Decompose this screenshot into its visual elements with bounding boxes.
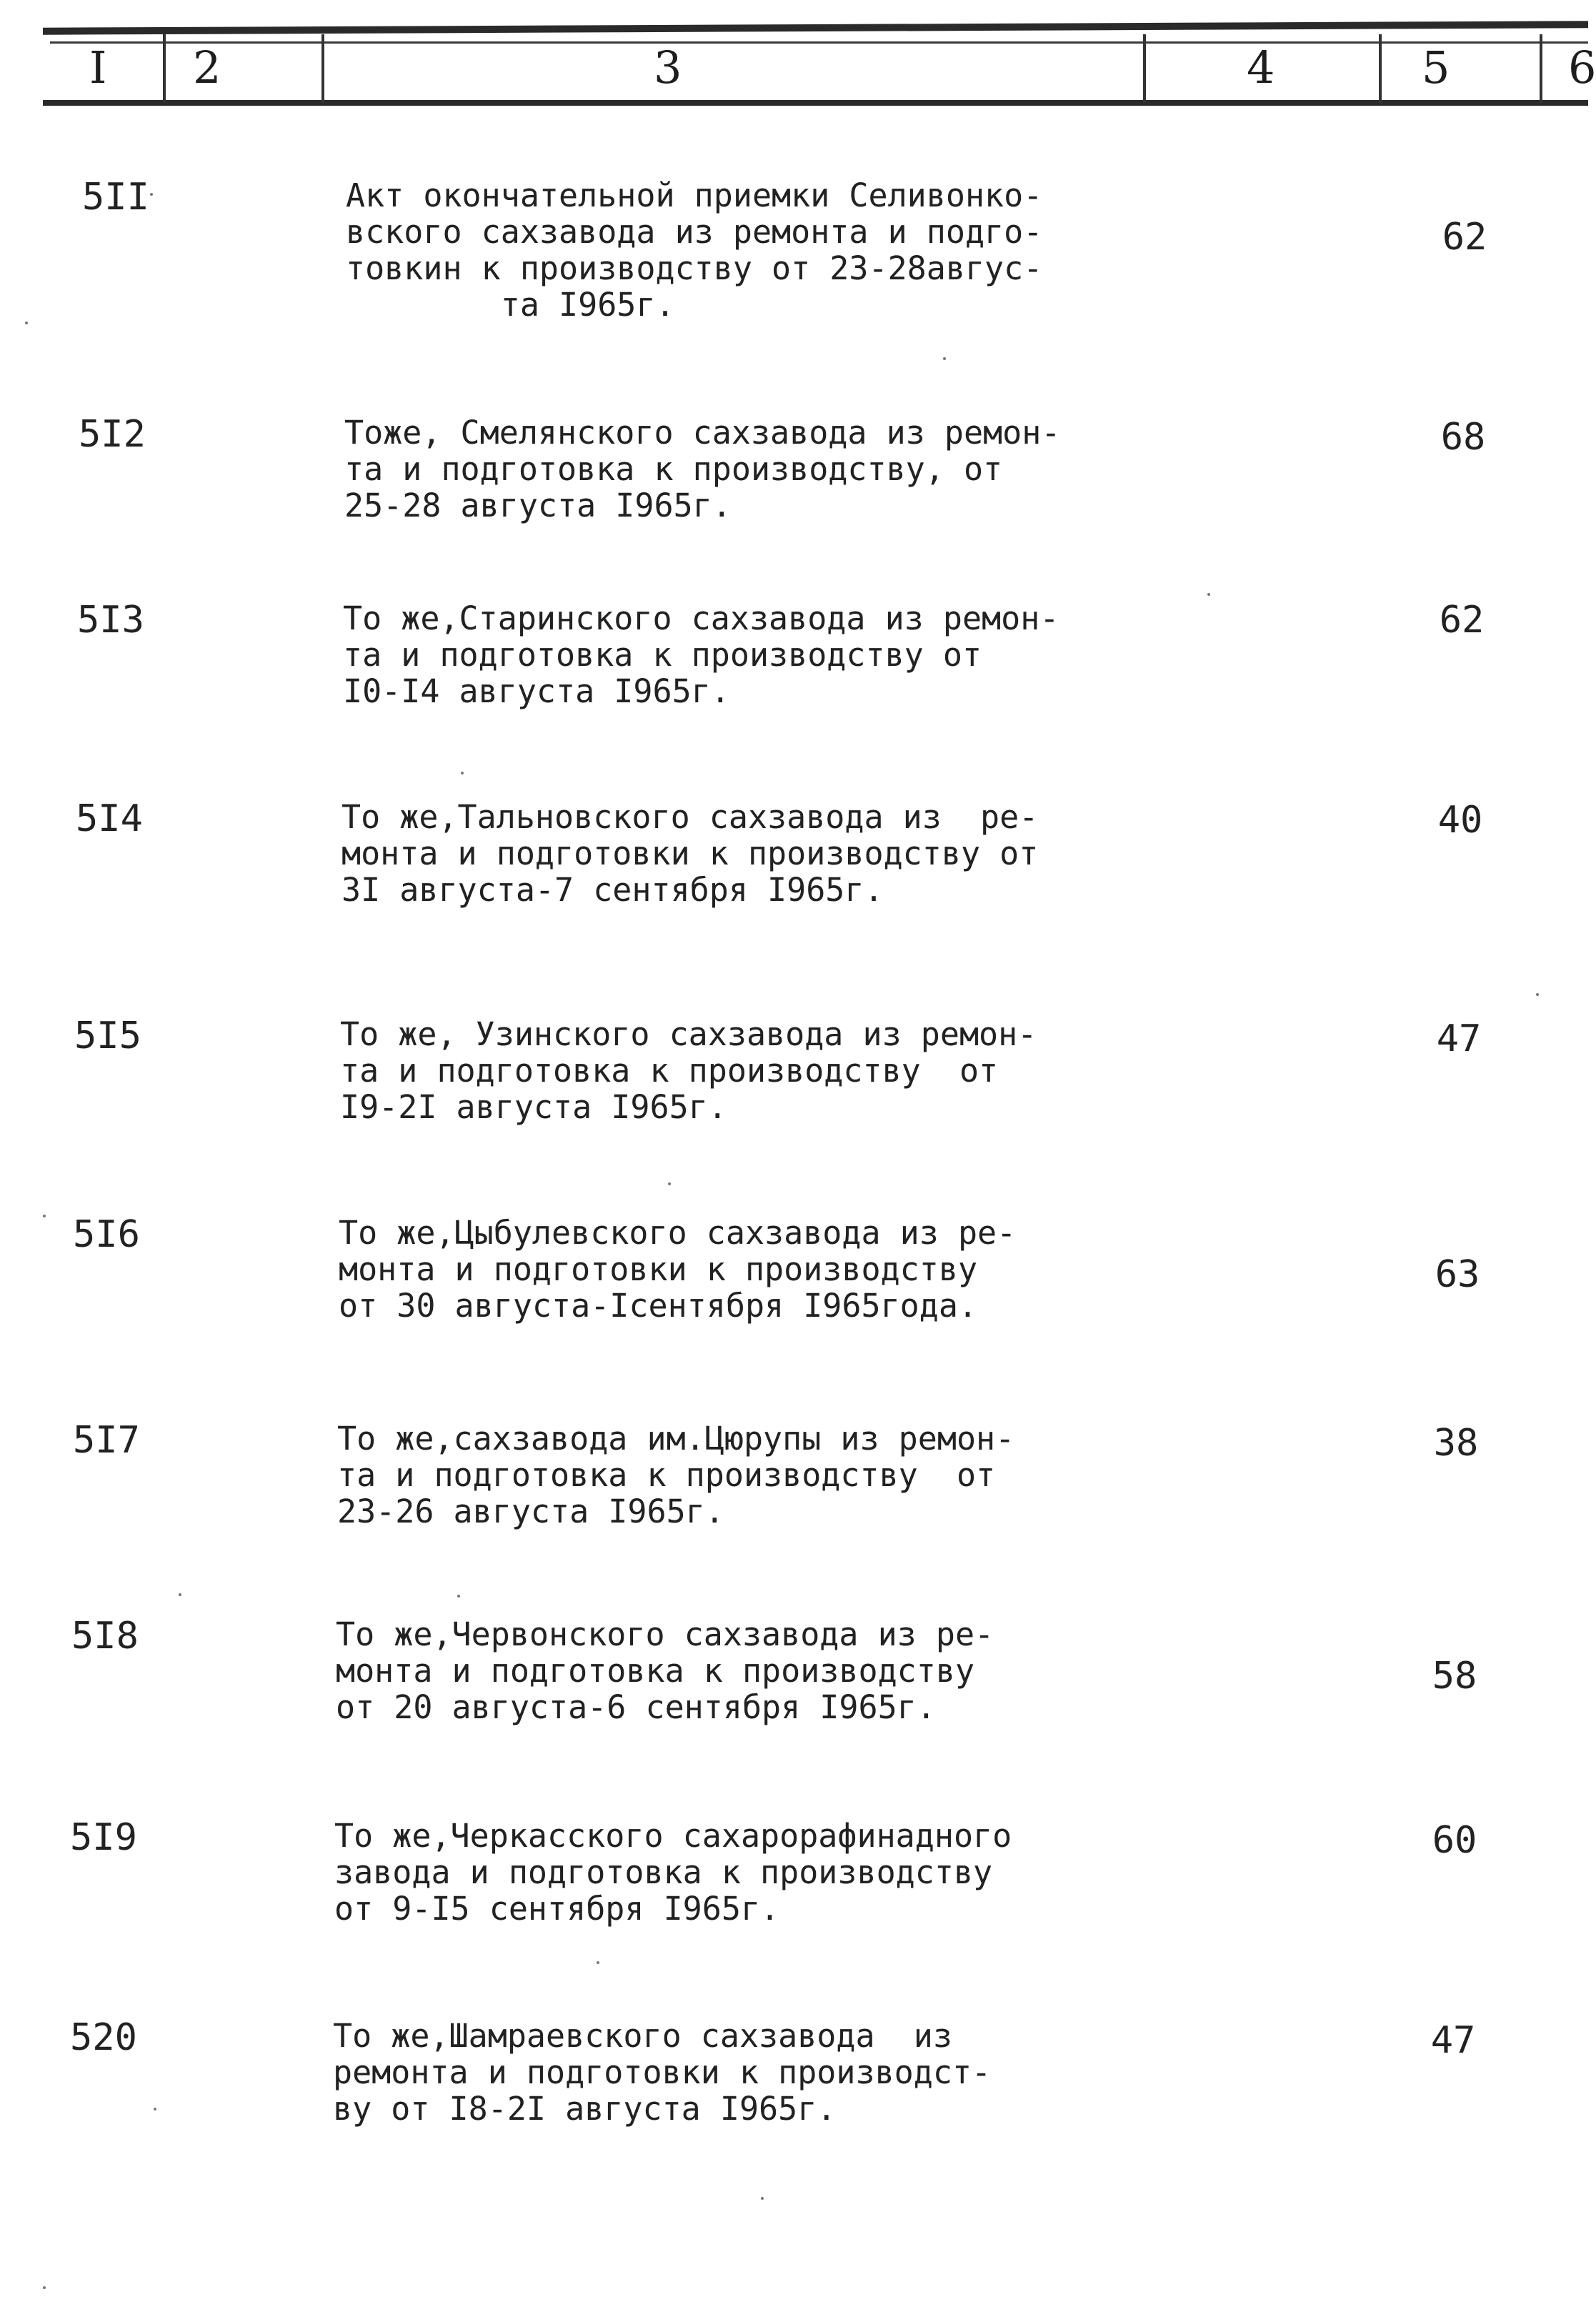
description-line: ремонта и подготовки к производст- xyxy=(333,2053,992,2091)
header-top-rule xyxy=(43,21,1588,34)
description-line: То же,Червонского сахзавода из ре- xyxy=(336,1615,994,1653)
description-line: То же,Старинского сахзавода из ремон- xyxy=(343,599,1059,637)
row-description xyxy=(341,799,1184,908)
table-header xyxy=(0,0,1596,114)
row-sheet-count: 47 xyxy=(1430,2019,1476,2062)
row-sheet-count: 60 xyxy=(1432,1819,1477,1862)
description-line: Тоже, Смелянского сахзавода из ремон- xyxy=(344,414,1061,452)
description-line: 3I августа-7 сентября I965г. xyxy=(341,871,884,909)
description-line: То же,сахзавода им.Цюрупы из ремон- xyxy=(337,1420,1015,1458)
column-header-6: 6 xyxy=(1568,41,1596,94)
description-line: та I965г. xyxy=(346,286,675,324)
column-divider xyxy=(1540,34,1542,103)
scan-speck xyxy=(1207,593,1210,596)
row-number: 5I6 xyxy=(73,1213,140,1256)
description-line: вского сахзавода из ремонта и подго- xyxy=(346,213,1043,251)
row-number: 5I8 xyxy=(71,1615,139,1658)
row-description xyxy=(334,1818,1177,1927)
row-sheet-count: 58 xyxy=(1432,1655,1477,1698)
scan-speck xyxy=(154,2108,156,2111)
description-line: та и подготовка к производству от xyxy=(343,636,982,674)
scan-speck xyxy=(43,1215,46,1217)
row-description xyxy=(343,600,1186,709)
scan-speck xyxy=(1536,993,1539,996)
row-description xyxy=(344,414,1187,524)
row-number: 5I9 xyxy=(70,1816,137,1859)
row-description xyxy=(336,1616,1179,1725)
scan-speck xyxy=(668,1182,671,1185)
description-line: та и подготовка к производству, от xyxy=(344,450,1003,488)
column-header-2: 2 xyxy=(193,41,221,94)
scan-speck xyxy=(179,1593,181,1596)
description-line: завода и подготовка к производству xyxy=(334,1853,993,1891)
description-line: То же, Узинского сахзавода из ремон- xyxy=(340,1015,1037,1053)
row-description xyxy=(346,177,1189,323)
row-description xyxy=(339,1215,1182,1324)
row-number: 5I7 xyxy=(73,1419,140,1462)
description-line: монта и подготовки к производству от xyxy=(341,834,1039,872)
header-bottom-rule xyxy=(43,100,1588,106)
description-line: То же,Тальновского сахзавода из ре- xyxy=(341,798,1039,836)
description-line: от 9-I5 сентября I965г. xyxy=(334,1890,780,1928)
header-top-thin-rule xyxy=(50,41,1588,44)
scan-speck xyxy=(943,357,946,360)
column-header-4: 4 xyxy=(1247,41,1275,94)
description-line: То же,Черкасского сахарорафинадного xyxy=(334,1817,1012,1855)
description-line: 25-28 августа I965г. xyxy=(344,487,732,524)
scan-speck xyxy=(25,322,28,324)
description-line: товкин к производству от 23-28авгус- xyxy=(346,249,1043,287)
row-sheet-count: 38 xyxy=(1433,1422,1479,1465)
column-divider xyxy=(163,34,166,103)
row-number: 520 xyxy=(70,2016,137,2059)
row-sheet-count: 63 xyxy=(1435,1253,1480,1296)
row-number: 5I3 xyxy=(77,599,144,642)
column-divider xyxy=(1379,34,1382,103)
description-line: Акт окончательной приемки Селивонко- xyxy=(346,176,1043,214)
row-sheet-count: 47 xyxy=(1436,1017,1482,1060)
row-number: 5I5 xyxy=(74,1015,141,1057)
scan-speck xyxy=(461,772,464,774)
row-number: 5II xyxy=(82,176,149,219)
description-line: ву от I8-2I августа I965г. xyxy=(333,2090,837,2128)
scan-speck xyxy=(761,2197,764,2200)
column-header-1: I xyxy=(89,41,107,94)
column-divider xyxy=(1143,34,1146,103)
description-line: та и подготовка к производству от xyxy=(337,1456,996,1494)
scan-speck xyxy=(457,1595,460,1598)
column-header-5: 5 xyxy=(1422,41,1450,94)
column-divider xyxy=(321,34,324,103)
row-description xyxy=(333,2018,1176,2127)
description-line: I9-2I августа I965г. xyxy=(340,1088,727,1126)
row-description xyxy=(337,1420,1180,1530)
row-sheet-count: 62 xyxy=(1439,599,1485,642)
row-number: 5I4 xyxy=(76,797,143,840)
scan-speck xyxy=(43,2286,46,2289)
description-line: То же,Цыбулевского сахзавода из ре- xyxy=(339,1214,1017,1252)
row-sheet-count: 62 xyxy=(1442,216,1487,259)
description-line: То же,Шамраевского сахзавода из xyxy=(333,2017,952,2055)
description-line: от 30 августа-Iсентября I965года. xyxy=(339,1287,978,1325)
row-description xyxy=(340,1016,1183,1125)
scan-speck xyxy=(597,1961,599,1964)
description-line: I0-I4 августа I965г. xyxy=(343,672,730,710)
description-line: монта и подготовки к производству xyxy=(339,1250,978,1288)
description-line: от 20 августа-6 сентября I965г. xyxy=(336,1688,936,1726)
description-line: 23-26 августа I965г. xyxy=(337,1493,724,1530)
description-line: монта и подготовка к производству xyxy=(336,1652,975,1690)
description-line: та и подготовка к производству от xyxy=(340,1052,999,1090)
row-sheet-count: 40 xyxy=(1437,799,1483,842)
row-sheet-count: 68 xyxy=(1440,416,1486,459)
scan-speck xyxy=(150,193,153,196)
row-number: 5I2 xyxy=(79,413,146,456)
column-header-3: 3 xyxy=(654,41,682,94)
